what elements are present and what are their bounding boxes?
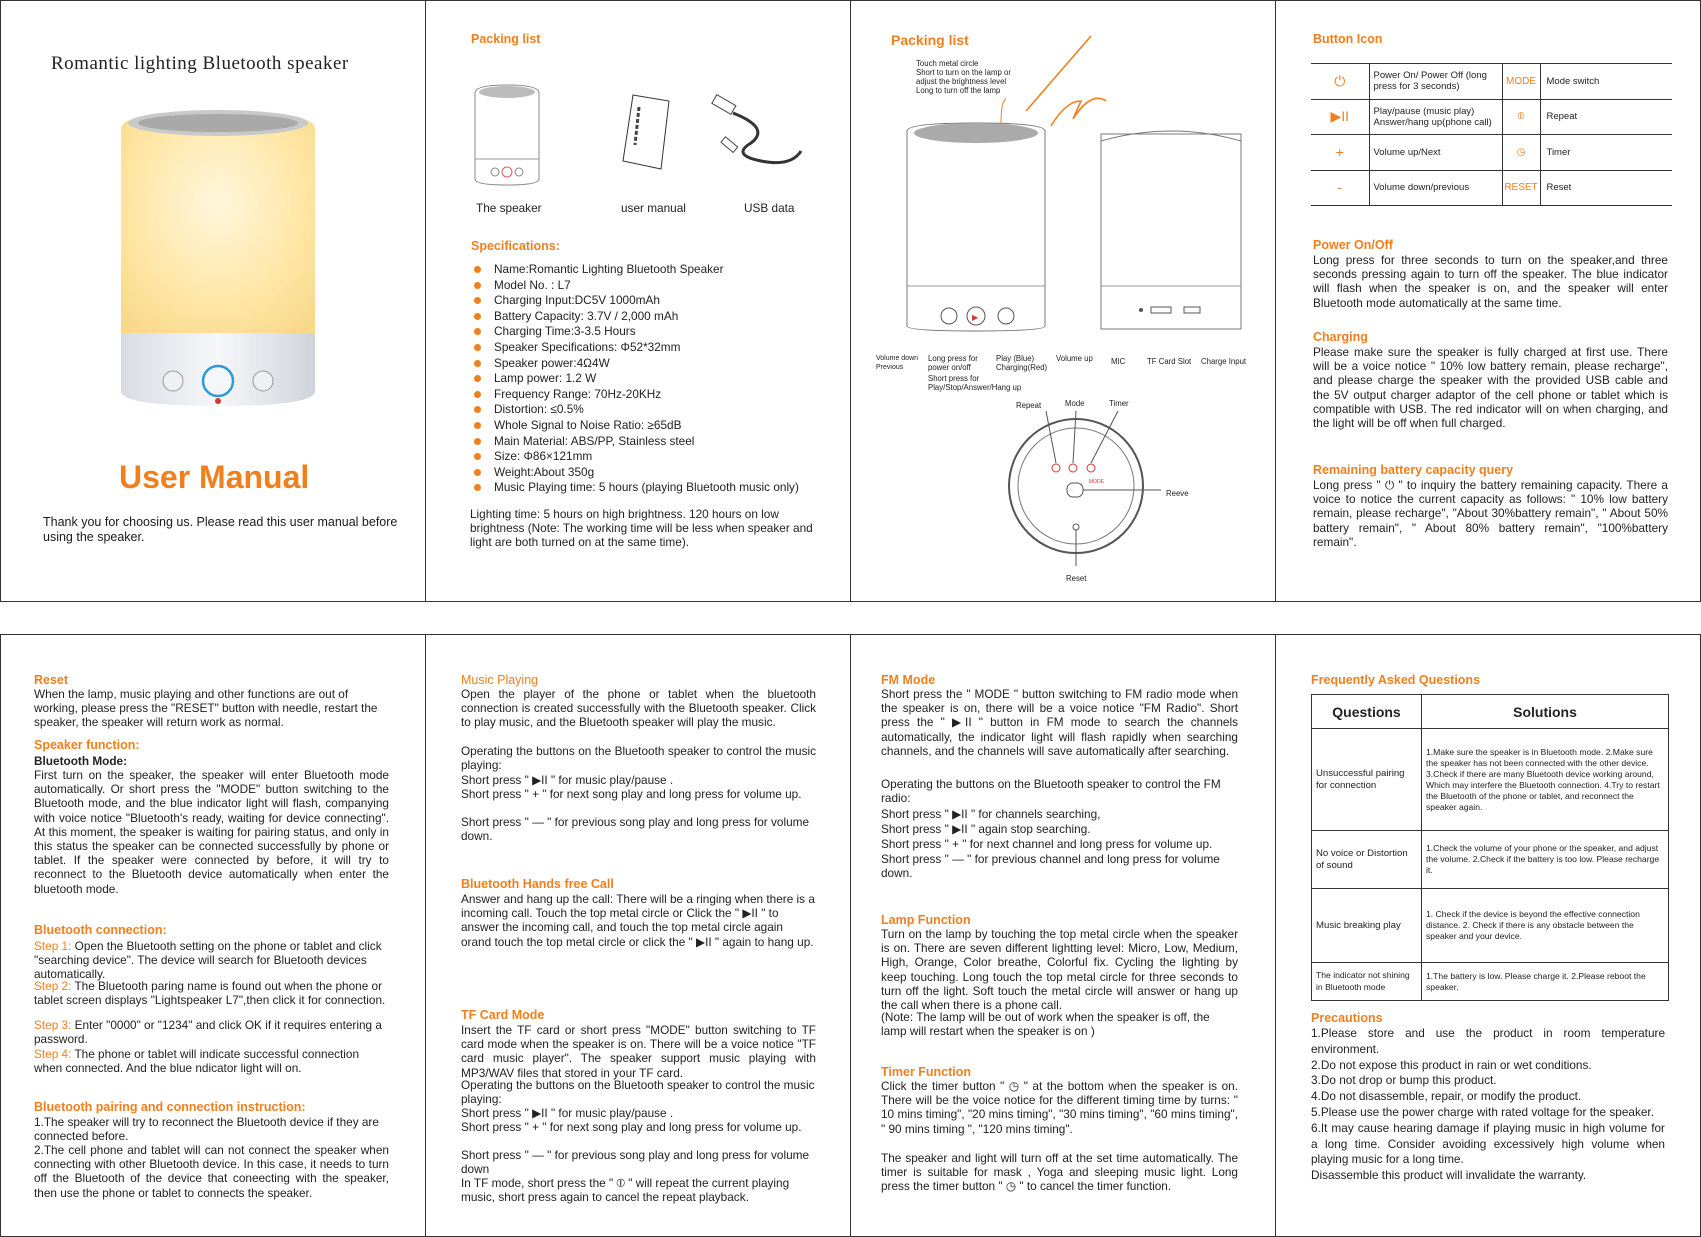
packing-item-manual: user manual (621, 201, 686, 215)
tf-heading: TF Card Mode (461, 1008, 545, 1022)
reset-icon: RESET (1502, 170, 1540, 206)
bt-step-2 (34, 979, 389, 1007)
label-volume-up: Volume up (1056, 354, 1093, 363)
faq-answer: 1. Check if the device is beyond the effective connection distance. 2. Check if there is any obstacle between the speaker and your device. (1422, 889, 1669, 963)
faq-heading: Frequently Asked Questions (1311, 673, 1481, 687)
lighting-time: Lighting time: 5 hours on high brightness. 120 hours on low brightness (Note: The working time will be less when speaker and light are both turned on at the same time). (470, 507, 813, 550)
step-text: The Bluetooth paring name is found out when the phone or tablet screen displays "Lightspeaker L7",then click it for connection. (34, 979, 386, 1008)
precaution-item: 1.Please store and use the product in room temperature environment. (1311, 1026, 1665, 1056)
precaution-item: 4.Do not disassemble, repair, or modify the product. (1311, 1089, 1582, 1104)
label-timer: Timer (1109, 399, 1129, 408)
usb-cable-illustration (711, 93, 811, 173)
timer-icon: ◷ (1502, 135, 1540, 171)
table-row (1311, 64, 1672, 100)
music-text-2: Operating the buttons on the Bluetooth speaker to control the music playing: (461, 744, 816, 773)
spec-item: Battery Capacity: 3.7V / 2,000 mAh (474, 309, 834, 325)
bt-pairing-heading: Bluetooth pairing and connection instruction: (34, 1100, 306, 1114)
spec-item: Lamp power: 1.2 W (474, 371, 834, 387)
precautions-list (1311, 1026, 1665, 1184)
precaution-item: 3.Do not drop or bump this product. (1311, 1073, 1497, 1088)
music-line-3: Short press " — " for previous song play and long press for volume down. (461, 815, 810, 844)
specs-heading: Specifications: (471, 239, 560, 253)
bluetooth-mode-subheading: Bluetooth Mode: (34, 754, 128, 768)
precaution-item: 5.Please use the power charge with rated voltage for the speaker. (1311, 1104, 1654, 1119)
precaution-item: 6.It may cause hearing damage if playing music in high volume for a long time. Consider avoiding excessively high volume when playing music for a long time. (1311, 1120, 1665, 1167)
precaution-item: 2.Do not expose this product in rain or wet conditions. (1311, 1057, 1592, 1072)
packing-heading: Packing list (471, 32, 541, 46)
cover-title: Romantic lighting Bluetooth speaker (51, 53, 349, 74)
spec-item: Frequency Range: 70Hz-20KHz (474, 387, 834, 403)
touch-note-1: Touch metal circle (916, 59, 979, 68)
packing-specs-panel (426, 1, 851, 601)
fm-heading: FM Mode (881, 673, 936, 687)
fm-line-1: Short press " ▶II " for channels searching, (881, 807, 1101, 821)
timer-text-2: The speaker and light will turn off at the set time automatically. The timer is suitable for mask , Yoga and sleeping music light. Long press the timer button " ◷ " to cancel the timer function. (881, 1151, 1238, 1194)
tf-text: Insert the TF card or short press "MODE" button switching to TF card mode when the speaker is on. There will be a voice notice "TF card music player". The speaker support music playing with MP3/WAV files that stored in your TF card. (461, 1023, 816, 1080)
tf-line-4: In TF mode, short press the " ⦶ " will repeat the current playing music, short press again to cancel the repeat playback. (461, 1176, 790, 1205)
table-header-row (1312, 695, 1669, 729)
power-heading: Power On/Off (1313, 238, 1393, 252)
spec-item: Charging Time:3-3.5 Hours (474, 324, 834, 340)
music-line-1: Short press " ▶II " for music play/pause . (461, 773, 674, 787)
battery-heading: Remaining battery capacity query (1313, 463, 1514, 477)
touch-note-2: Short to turn on the lamp or (916, 68, 1011, 77)
label-tf-slot: TF Card Slot (1147, 357, 1192, 366)
mode-text: MODE (1089, 479, 1104, 485)
table-row (1311, 170, 1672, 206)
packing-item-speaker: The speaker (476, 201, 542, 215)
charging-text: Please make sure the speaker is fully charged at first use. There will be a voice notice " 10% low battery remain, please recharge", and please charge the speaker with the provided USB cable and the 5V output charger adaptor of the cell phone or tablet which is compatible with USB. The red indicator will on when charging, and the light will be off when full charged. (1313, 345, 1668, 431)
step-text: The phone or tablet will indicate successful connection when connected. And the blue ndicator light will on. (34, 1047, 360, 1076)
bt-step-3 (34, 1018, 389, 1046)
label-play: Play (Blue) Charging(Red) (996, 354, 1048, 372)
table-cell: Reset (1540, 170, 1672, 206)
faq-precautions-panel (1276, 635, 1700, 1236)
manual-title: User Manual (119, 459, 310, 495)
table-row (1312, 831, 1669, 889)
precautions-heading: Precautions (1311, 1011, 1383, 1025)
touch-note-3: adjust the brightness level (916, 77, 1007, 86)
packing-item-usb: USB data (744, 201, 795, 215)
spec-item: Speaker Specifications: Φ52*32mm (474, 340, 834, 356)
button-icon-table (1311, 63, 1672, 206)
button-icon-panel (1276, 1, 1700, 601)
faq-question: No voice or Distortion of sound (1312, 831, 1422, 889)
table-cell: Timer (1540, 135, 1672, 171)
fm-line-4: Short press " — " for previous channel and long press for volume down. (881, 852, 1220, 881)
step-text: Enter "0000" or "1234" and click OK if it requires entering a password. (34, 1018, 382, 1047)
spec-item: Speaker power:4Ω4W (474, 356, 834, 372)
bt-step-4 (34, 1047, 389, 1075)
cover-thanks: Thank you for choosing us. Please read this user manual before using the speaker. (43, 515, 398, 544)
music-line-2: Short press " + " for next song play and long press for volume up. (461, 787, 802, 801)
faq-question: Unsuccessful pairing for connection (1312, 729, 1422, 831)
reset-text: When the lamp, music playing and other functions are out of working, please press the "RESET" button with needle, restart the speaker, the speaker will return work as normal. (34, 687, 378, 730)
faq-answer: 1.Check the volume of your phone or the speaker, and adjust the volume. 2.Check if the battery is too low. Please recharge it. (1422, 831, 1669, 889)
label-mode: Mode (1065, 399, 1085, 408)
spec-item: Weight:About 350g (474, 465, 834, 481)
bt-step-1 (34, 939, 389, 982)
repeat-icon: ⦶ (1502, 99, 1540, 135)
table-row (1312, 729, 1669, 831)
spec-item: Charging Input:DC5V 1000mAh (474, 293, 834, 309)
step-label: Step 2: (34, 979, 72, 993)
table-row (1312, 963, 1669, 1001)
spec-item: Distortion: ≤0.5% (474, 402, 834, 418)
label-reeve: Reeve (1166, 489, 1189, 498)
timer-heading: Timer Function (881, 1065, 972, 1079)
step-label: Step 3: (34, 1018, 72, 1032)
reset-bluetooth-panel (1, 635, 426, 1236)
timer-text: Click the timer button " ◷ " at the bottom when the speaker is on. There will be the voice notice for the different timing time by turns: " 10 mins timing", "20 mins timing", "30 mins timing", "60 mins timing", " 90 mins timing ", "120 mins timing". (881, 1079, 1238, 1136)
tf-text-2: Operating the buttons on the Bluetooth speaker to control the music playing: (461, 1078, 815, 1107)
bt-pairing-text-2: 2.The cell phone and tablet will can not connect the speaker when connecting with other Bluetooth device. In this case, it needs to turn off the Bluetooth of the device that coneecting with the speaker, then use the phone or tablet to connects the speaker. (34, 1143, 389, 1200)
diagram-heading: Packing list (891, 32, 969, 48)
faq-col-questions: Questions (1312, 695, 1422, 729)
table-cell: Repeat (1540, 99, 1672, 135)
speaker-function-heading: Speaker function: (34, 738, 140, 752)
tf-line-3: Short press " — " for previous song play and long press for volume down (461, 1148, 810, 1177)
cover-panel (1, 1, 426, 601)
lamp-heading: Lamp Function (881, 913, 971, 927)
faq-answer: 1.The battery is low. Please charge it. 2.Please reboot the speaker. (1422, 963, 1669, 1001)
music-heading: Music Playing (461, 673, 539, 687)
spec-item: Main Material: ABS/PP, Stainless steel (474, 434, 834, 450)
charging-heading: Charging (1313, 330, 1368, 344)
bt-connection-heading: Bluetooth connection: (34, 923, 167, 937)
specs-list (474, 262, 834, 496)
table-cell: Power On/ Power Off (long press for 3 seconds) (1369, 64, 1502, 100)
speaker-diagram (851, 31, 1276, 591)
spec-item: Model No. : L7 (474, 278, 834, 294)
svg-text:▶: ▶ (972, 313, 979, 322)
power-icon: ⏻ (1311, 64, 1369, 100)
button-icon-heading: Button Icon (1313, 32, 1383, 46)
table-row (1311, 99, 1672, 135)
precaution-item: Disassemble this product will invalidate the warranty. (1311, 1168, 1587, 1183)
step-label: Step 4: (34, 1047, 72, 1061)
label-charge-input: Charge Input (1201, 357, 1247, 366)
battery-text: Long press " ⏻ " to inquiry the battery remaining capacity. There a voice to notice the current capacity as follows: " 10% low battery remain, please recharge", "About 30%battery remain", " About 50% battery remain", " About 80% battery remain", "100%battery remain". (1313, 478, 1668, 549)
label-reset: Reset (1066, 574, 1087, 583)
lamp-note: (Note: The lamp will be out of work when the speaker is off, the lamp will restart when the speaker is on ) (881, 1010, 1210, 1039)
plus-icon: + (1311, 135, 1369, 171)
faq-answer: 1.Make sure the speaker is in Bluetooth mode. 2.Make sure the speaker has not been connected with the other device. 3.Check if there are many Bluetooth device working around, Which may interfere the Bluetooth connection. 4.Try to restart the Bluetooth of the phone or tablet, and reconnect the speaker again. (1422, 729, 1669, 831)
table-cell: Volume down/previous (1369, 170, 1502, 206)
table-cell: Volume up/Next (1369, 135, 1502, 171)
fm-line-3: Short press " + " for next channel and long press for volume up. (881, 837, 1213, 851)
faq-table (1311, 694, 1669, 1001)
manual-illustration (621, 93, 681, 173)
lamp-text: Turn on the lamp by touching the top metal circle when the speaker is on. There are seven different lightting level: Micro, Low, Medium, High, Orange, Color breathe, Colorful fix. Cycling the lighting by keep touching. Long touch the top metal circle for three seconds to turn off the light. Soft touch the metal circle will answer or hang up the call when there is a phone call. (881, 927, 1238, 1013)
speaker-function-text: First turn on the speaker, the speaker will enter Bluetooth mode automatically. Or short press the "MODE" button switching to the Bluetooth mode, and the blue indicator light will flash, companying with voice notice "Bluetooth's ready, waiting for device connecting". At this moment, the speaker is waiting for pairing status, and only in this status the speaker can be connected successfully by phone or tablet. If the speaker were connected by before, it will try to reconnect to the Bluetooth device automatically when enter the bluetooth mode. (34, 768, 389, 896)
mode-icon: MODE (1502, 64, 1540, 100)
spec-item: Whole Signal to Noise Ratio: ≥65dB (474, 418, 834, 434)
spec-item: Size: Φ86×121mm (474, 449, 834, 465)
label-repeat: Repeat (1016, 401, 1042, 410)
power-text: Long press for three seconds to turn on the speaker,and three seconds pressing again to turn off the speaker. The blue indicator will flash when the speaker is on, and the speaker will enter Bluetooth mode automatically at the same time. (1313, 253, 1668, 310)
handsfree-text: Answer and hang up the call: There will be a ringing when there is a incoming call. Touch the top metal circle or Click the " ▶II " to answer the incoming call, and touch the top metal circle again orand touch the top metal circle or click the " ▶II " again to hang up. (461, 892, 815, 949)
label-volume-down: Volume down Previous (876, 355, 919, 371)
fm-line-2: Short press " ▶II " again stop searching. (881, 822, 1091, 836)
speaker-lamp-image (113, 101, 323, 411)
label-long-press: Long press for power on/off (928, 354, 978, 372)
faq-question: The indicator not shining in Bluetooth mode (1312, 963, 1422, 1001)
spec-item: Name:Romantic Lighting Bluetooth Speaker (474, 262, 834, 278)
table-cell: Mode switch (1540, 64, 1672, 100)
spec-item: Music Playing time: 5 hours (playing Bluetooth music only) (474, 480, 834, 496)
touch-note-4: Long to turn off the lamp (916, 86, 1001, 95)
label-short-press: Short press for Play/Stop/Answer/Hang up (928, 374, 1022, 392)
handsfree-heading: Bluetooth Hands free Call (461, 877, 614, 891)
top-sheet (0, 0, 1701, 602)
label-mic: MIC (1111, 357, 1126, 366)
bottom-sheet (0, 634, 1701, 1237)
tf-line-1: Short press " ▶II " for music play/pause . (461, 1106, 674, 1120)
faq-col-solutions: Solutions (1422, 695, 1669, 729)
table-row (1311, 135, 1672, 171)
music-text: Open the player of the phone or tablet when the bluetooth connection is created successfully with the Bluetooth speaker. Click to play music, and the Bluetooth speaker will play the music. (461, 687, 816, 730)
music-panel (426, 635, 851, 1236)
reset-heading: Reset (34, 673, 69, 687)
table-row (1312, 889, 1669, 963)
faq-question: Music breaking play (1312, 889, 1422, 963)
diagram-panel (851, 1, 1276, 601)
speaker-illustration (471, 81, 551, 191)
table-cell: Play/pause (music play) Answer/hang up(phone call) (1369, 99, 1502, 135)
minus-icon: - (1311, 170, 1369, 206)
bt-pairing-text-1: 1.The speaker will try to reconnect the Bluetooth device if they are connected before. (34, 1115, 379, 1144)
fm-lamp-timer-panel (851, 635, 1276, 1236)
step-text: Open the Bluetooth setting on the phone or tablet and click "searching device". The device will search for Bluetooth devices automatically. (34, 939, 382, 982)
tf-line-2: Short press " + " for next song play and long press for volume up. (461, 1120, 802, 1134)
step-label: Step 1: (34, 939, 72, 953)
play-pause-icon: ▶II (1311, 99, 1369, 135)
fm-text-2: Operating the buttons on the Bluetooth speaker to control the FM radio: (881, 777, 1221, 806)
fm-text: Short press the " MODE " button switching to FM radio mode when the speaker is on, there will be a voice notice "FM Radio". Short press the " ▶II " button in FM mode to search the channels automatically, the indicator light will flash rapidly when searching channels, and the channels will save automatically after searching. (881, 687, 1238, 758)
